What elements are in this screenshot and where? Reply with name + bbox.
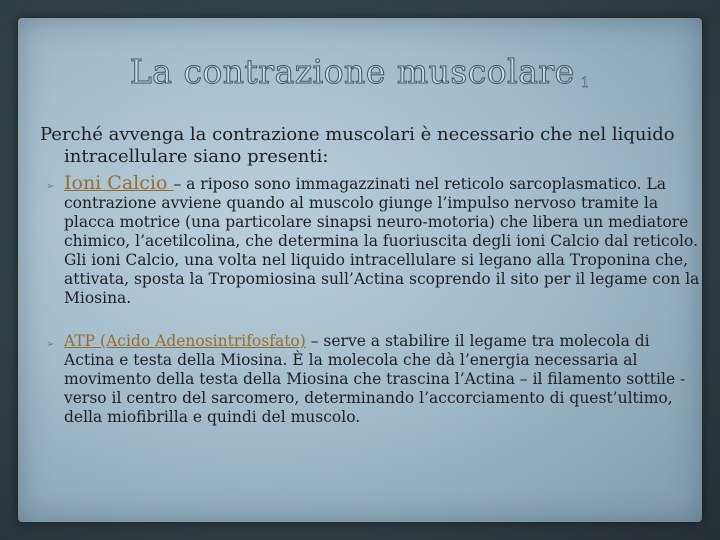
arrow-bullet-icon: ➢ bbox=[46, 339, 55, 350]
slide-title bbox=[0, 52, 720, 91]
slide-number: 1 bbox=[580, 75, 591, 91]
atp-link[interactable]: ATP (Acido Adenosintrifosfato) bbox=[64, 332, 306, 350]
intro-paragraph: Perché avvenga la contrazione muscolari è necessario che nel liquido intracellulare siano presenti: bbox=[40, 124, 675, 167]
bullet-calcium bbox=[40, 174, 700, 308]
atp-text: – serve a stabilire il legame tra molecola di Actina e testa della Miosina. È la molecola che dà l’energia necessaria al movimento della testa della Miosina che trascina l’Actina – il filamento sottile - verso il centro del sarcomero, determinando l’accorciamento di quest’ultimo, della miofibrilla e quindi del muscolo. bbox=[64, 332, 686, 426]
bullet-atp bbox=[40, 332, 700, 427]
calcium-text: – a riposo sono immagazzinati nel reticolo sarcoplasmatico. La contrazione avviene quando al muscolo giunge l’impulso nervoso tramite la placca motrice (una particolare sinapsi neuro-motoria) che libera un mediatore chimico, l’acetilcolina, che determina la fuoriuscita degli ioni Calcio dal reticolo. Gli ioni Calcio, una volta nel liquido intracellulare si legano alla Troponina che, attivata, sposta la Tropomiosina sull’Actina scoprendo il sito per il legame con la Miosina. bbox=[64, 175, 700, 307]
slide-body bbox=[40, 124, 700, 427]
calcium-link[interactable]: Ioni Calcio bbox=[64, 172, 174, 194]
arrow-bullet-icon: ➢ bbox=[46, 181, 55, 192]
slide-title-text: La contrazione muscolare bbox=[129, 52, 575, 91]
